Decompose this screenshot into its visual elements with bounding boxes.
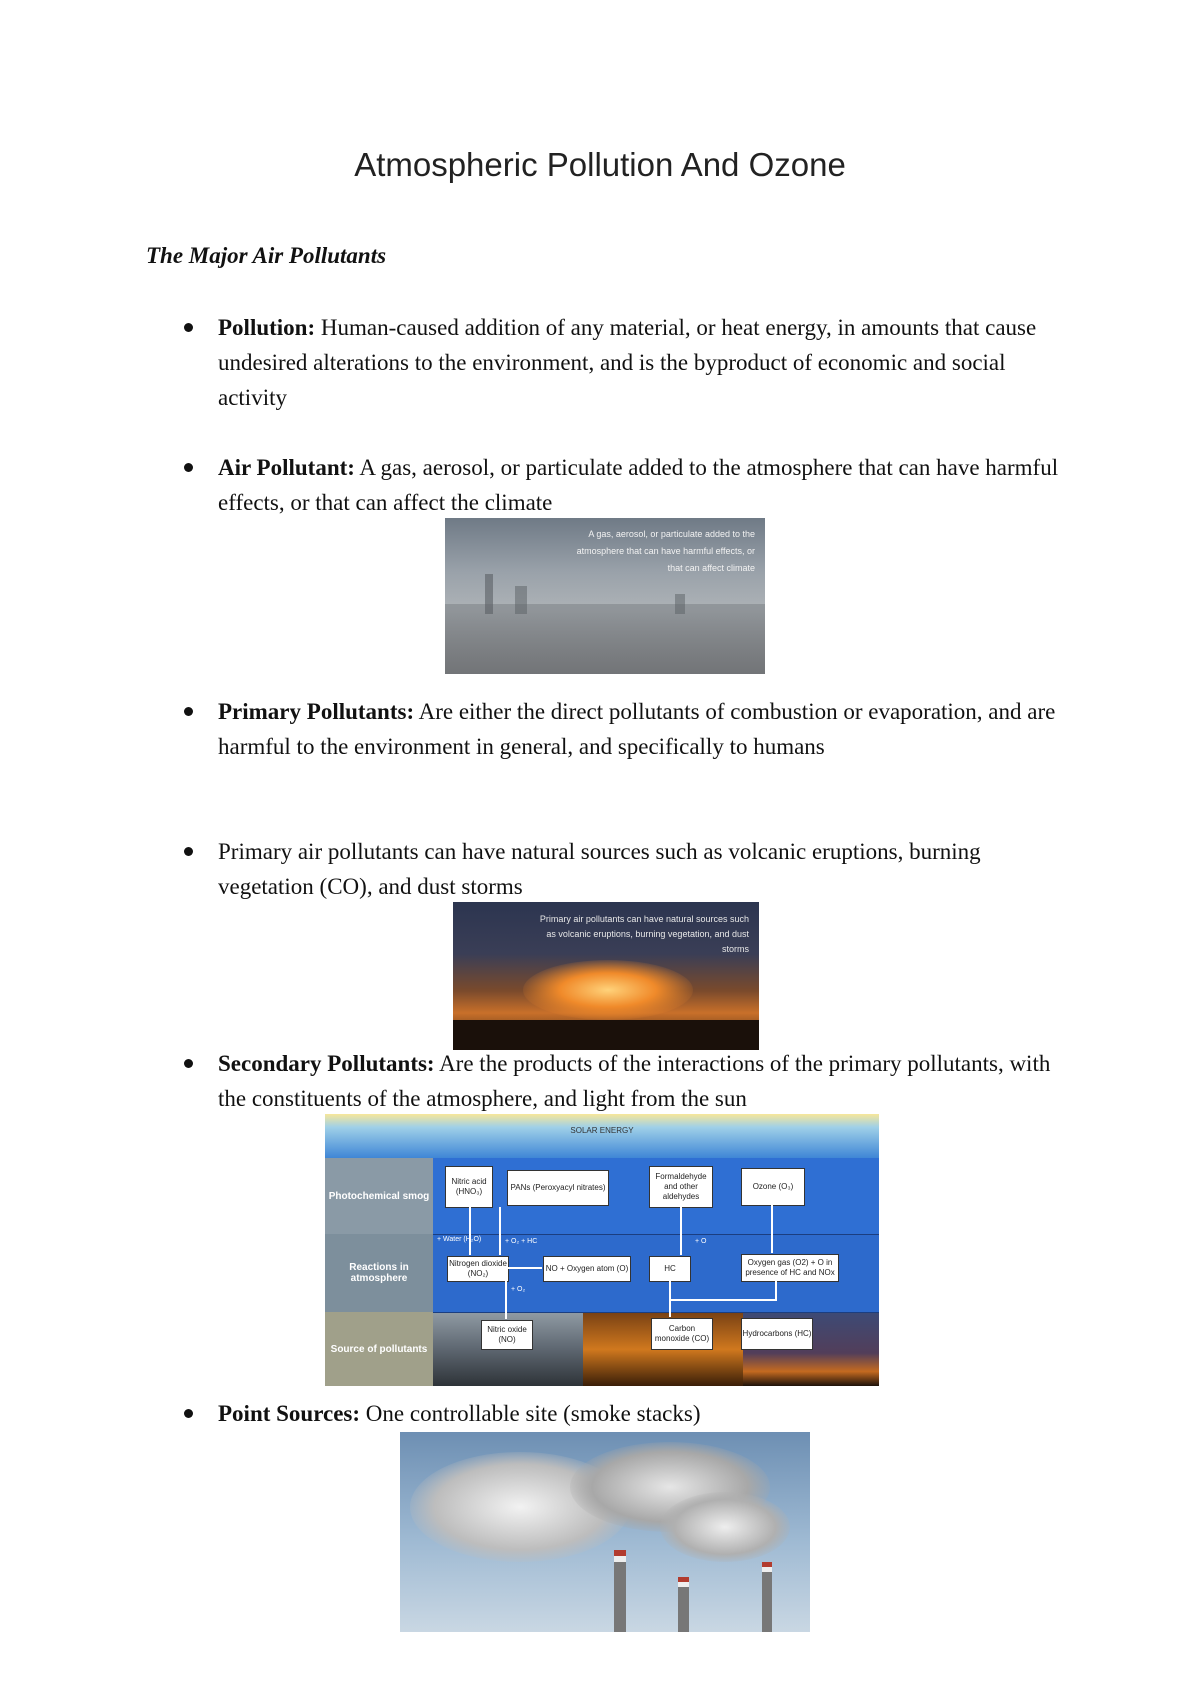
list-item	[218, 1396, 1068, 1431]
section-heading: The Major Air Pollutants	[146, 243, 387, 268]
chimney	[678, 1577, 689, 1632]
smoke-stacks-image	[400, 1432, 810, 1632]
formaldehyde-box: Formaldehyde and other aldehydes	[649, 1166, 713, 1208]
bullet-icon	[184, 323, 193, 332]
nitrogen-dioxide-box: Nitrogen dioxide (NO₂)	[447, 1256, 509, 1282]
definition: Primary air pollutants can have natural sources such as volcanic eruptions, burning vegetation (CO), and dust storms	[218, 839, 981, 899]
secondary-pollutants-diagram	[325, 1114, 879, 1386]
nitric-oxide-box: Nitric oxide (NO)	[481, 1320, 533, 1350]
ozone-box: Ozone (O₃)	[741, 1168, 805, 1206]
solar-energy-label: SOLAR ENERGY	[570, 1126, 634, 1135]
oxygen-gas-box: Oxygen gas (O2) + O in presence of HC and NOx	[741, 1254, 839, 1282]
row-label: Reactions in atmosphere	[325, 1234, 433, 1312]
diagram-note: + O	[695, 1238, 707, 1245]
bullet-icon	[184, 1059, 193, 1068]
definition: Are either the direct pollutants of combustion or evaporation, and are harmful to the environment in general, and specifically to humans	[218, 699, 1056, 759]
bullet-icon	[184, 463, 193, 472]
term: Primary Pollutants:	[218, 699, 415, 724]
bullet-icon	[184, 847, 193, 856]
burning-vegetation-image	[453, 902, 759, 1050]
definition: Human-caused addition of any material, or heat energy, in amounts that cause undesired alterations to the environment, and is the byproduct of economic and social activity	[218, 315, 1037, 410]
row-label: Source of pollutants	[325, 1312, 433, 1386]
arrow-icon	[508, 1267, 542, 1269]
arrow-icon	[775, 1281, 777, 1301]
chimney	[614, 1550, 626, 1632]
arrow-icon	[771, 1205, 773, 1253]
diagram-note: + O₂ + HC	[505, 1238, 538, 1245]
list-item	[218, 834, 1068, 904]
list-item	[218, 450, 1068, 520]
image-caption: Primary air pollutants can have natural sources such as volcanic eruptions, burning vegetation, and dust storms	[539, 914, 749, 954]
pans-box: PANs (Peroxyacyl nitrates)	[507, 1170, 609, 1206]
list-item	[218, 1046, 1068, 1116]
arrow-icon	[671, 1299, 775, 1301]
term: Pollution:	[218, 315, 316, 340]
hc-box: HC	[649, 1256, 691, 1282]
nitric-acid-box: Nitric acid (HNO₃)	[445, 1166, 493, 1208]
definition: A gas, aerosol, or particulate added to the atmosphere that can have harmful effects, or that can affect the climate	[218, 455, 1059, 515]
row-label: Photochemical smog	[325, 1158, 433, 1234]
term: Secondary Pollutants:	[218, 1051, 435, 1076]
solar-energy-band	[325, 1114, 879, 1158]
smog-city-image	[445, 518, 765, 674]
term: Point Sources:	[218, 1401, 361, 1426]
bullet-icon	[184, 707, 193, 716]
chimney	[762, 1562, 772, 1632]
skyline-silhouette	[445, 604, 765, 674]
list-item	[218, 694, 1068, 764]
no-oxygen-box: NO + Oxygen atom (O)	[543, 1256, 631, 1282]
term: Air Pollutant:	[218, 455, 355, 480]
list-item	[218, 310, 1068, 415]
image-caption: A gas, aerosol, or particulate added to the atmosphere that can have harmful effects, or that can affect climate	[576, 529, 755, 573]
page-title: Atmospheric Pollution And Ozone	[354, 146, 846, 183]
smoke-cloud	[660, 1492, 790, 1562]
diagram-note: + Water (H₂O)	[437, 1236, 482, 1243]
arrow-icon	[680, 1207, 682, 1255]
arrow-icon	[505, 1281, 507, 1319]
bullet-icon	[184, 1409, 193, 1418]
hydrocarbons-box: Hydrocarbons (HC)	[741, 1318, 813, 1350]
definition: One controllable site (smoke stacks)	[360, 1401, 701, 1426]
fire-glow	[523, 960, 693, 1020]
arrow-icon	[469, 1207, 471, 1255]
diagram-note: + O₂	[511, 1286, 526, 1293]
definition: Are the products of the interactions of the primary pollutants, with the constituents of the atmosphere, and light from the sun	[218, 1051, 1051, 1111]
arrow-icon	[499, 1207, 501, 1255]
carbon-monoxide-box: Carbon monoxide (CO)	[651, 1318, 713, 1350]
